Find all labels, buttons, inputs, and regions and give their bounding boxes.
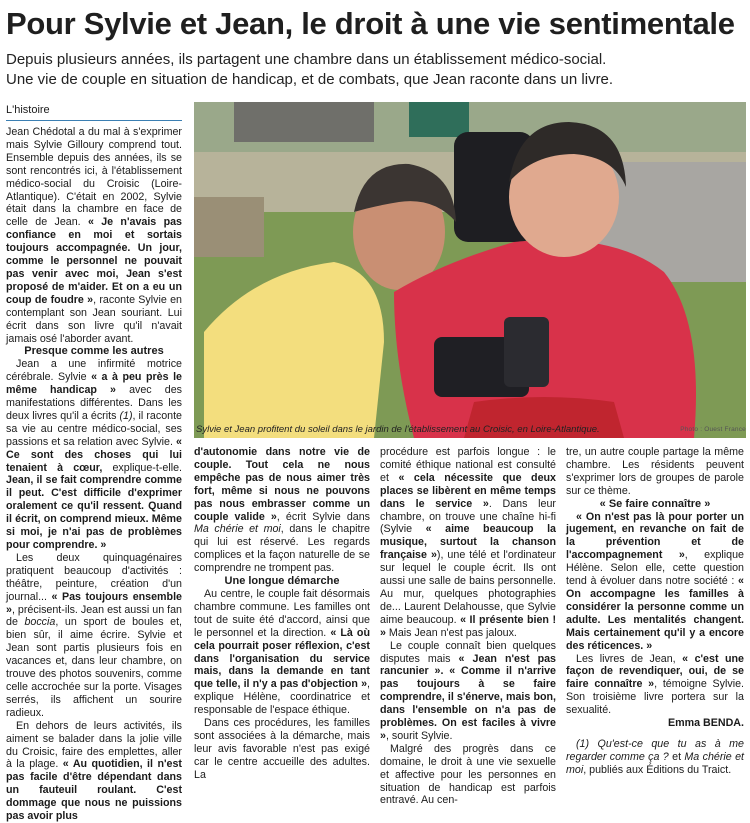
subheading: Une longue démarche [224, 575, 340, 588]
quote: « cela nécessite que deux places se libèrent en même temps dans le service » [380, 471, 556, 510]
quote: « Là où cela pourrait poser réflexion, c'est dans l'organisation du service mais, dans la demande en tant que telle, il n'y a pas d'objection » [194, 626, 370, 691]
text: En dehors de leurs activités, ils aiment se balader dans la jolie ville du Croisic, faire des emplettes, aller à la plage. [6, 719, 182, 771]
quote: « a à peu près le même handicap » [6, 371, 182, 397]
paragraph [380, 446, 556, 640]
quote: d'autonomie dans notre vie de couple. Tout cela ne nous empêche pas de nous aimer très fort, même si nous ne pouvons pas nous embrasser comme un couple valide » [194, 446, 370, 523]
text: Mais Jean n'est pas jaloux. [385, 626, 517, 639]
quote: « Au quotidien, il n'est pas facile d'être dépendant dans un fauteuil roulant. C'est dommage que nous ne puissions pas avoir plus [6, 758, 182, 823]
paragraph: tre, un autre couple partage la même chambre. Les résidents peuvent s'exprimer lors de groupes de parole sur ce thème. [566, 446, 744, 497]
text: . Dans leur chambre, on trouve une chaîne hi-fi (Sylvie [380, 497, 556, 536]
headline: Pour Sylvie et Jean, le droit à une vie sentimentale [6, 6, 735, 41]
text: , un sport de boules et, bien sûr, il aime écrire. Sylvie et Jean sont partis plusieurs fois en vacances et, dans leur chambre, on trouve des photos souvenirs, comme celle accrochée sur la porte. Visages serrés, ils affichent un sourire radieux. [6, 616, 183, 719]
quote: « Ce sont des choses qui lui tenaient à cœur, [6, 435, 182, 474]
column-1 [6, 126, 182, 823]
text: , écrit Sylvie dans [276, 510, 370, 523]
text: boccia [24, 616, 56, 629]
quote: « Je n'avais pas confiance en moi et sortais toujours accompagnée. Un jour, comme le personnel ne pouvait pas venir avec moi, Jean s'est proposé de m'aider. Et on a eu un coup de foudre » [6, 216, 182, 306]
column-3 [380, 446, 556, 807]
paragraph [566, 653, 744, 718]
text: Au centre, le couple fait désormais chambre commune. Les familles ont tout de suite été d'accord, ainsi que le personnel et la direction. [194, 587, 370, 639]
text: , sourit Sylvie. [385, 729, 453, 742]
author-signature: Emma BENDA. [667, 717, 744, 730]
section-label: L'histoire [6, 104, 182, 121]
text: Le couple connaît bien quelques disputes mais [380, 639, 556, 665]
text: , publiés aux Éditions du Traict. [583, 763, 732, 776]
photo-credit: Photo : Ouest France [680, 426, 746, 433]
text: Jean a une infirmité motrice cérébrale. Sylvie [6, 358, 182, 384]
quote: « On accompagne les familles à considérer la personne comme un adulte. Les mentalités changent. Mais certainement qu'il y a encore des réticences. » [566, 575, 744, 652]
quote: « Il présente bien ! » [380, 613, 557, 639]
quote: Jean, il se fait comprendre comme il peut. C'est difficile d'exprimer oralement ce qu'il ressent. Quand il écrit, on comprend mieux. Même si moi, je n'ai pas de problèmes pour comprendre. » [6, 474, 182, 551]
photo-caption: Sylvie et Jean profitent du soleil dans le jardin de l'établissement au Croisic, en Loire-Atlantique. [196, 424, 600, 435]
text: , explique Hélène. Selon elle, cette question tend à évoluer dans notre société : [566, 549, 744, 588]
paragraph: Dans ces procédures, les familles sont associées à la démarche, mais leur avis favorable n'est pas exigé car le centre accueille des adultes. La [194, 717, 370, 781]
text: , dans le chapitre qui lui est réservé. Les regards complices et la façon naturelle de se comprendre ne trompent pas. [194, 523, 370, 575]
paragraph [380, 640, 556, 743]
text: , raconte Sylvie en contemplant son Jean souriant. Lui écrit dans son livre qu'il n'avait jamais osé l'aborder avant. [6, 293, 182, 345]
text: , précisent-ils. Jean est aussi un fan de [6, 603, 182, 629]
subheading: Presque comme les autres [24, 345, 164, 358]
column-2 [194, 446, 370, 782]
text: explique-t-elle. [102, 461, 182, 474]
paragraph [566, 511, 744, 653]
book-title: Ma chérie et moi [566, 750, 744, 776]
standfirst [6, 50, 746, 90]
text: , explique Hélène, coordinatrice et responsable de l'espace éthique. [194, 678, 370, 717]
standfirst-line-2: Une vie de couple en situation de handicap, et de combats, que Jean raconte dans un livre. [6, 71, 614, 88]
paragraph: Malgré des progrès dans ce domaine, le droit à une vie sexuelle et affective pour les personnes en situation de handicap est parfois entravé. Au cen- [380, 742, 556, 807]
text: procédure est parfois longue : le comité éthique national est consulté et [380, 446, 556, 484]
text: et [668, 750, 685, 763]
paragraph [6, 358, 182, 552]
paragraph [6, 552, 182, 720]
paragraph [6, 720, 182, 823]
quote: « c'est une façon de revendiquer, oui, de se faire connaître » [566, 652, 744, 691]
subheading: « Se faire connaître » [599, 497, 711, 510]
photo [194, 102, 746, 438]
standfirst-line-1: Depuis plusieurs années, ils partagent une chambre dans un établissement médico-social. [6, 51, 607, 68]
text: , témoigne Sylvie. Son troisième livre portera sur la sexualité. [566, 678, 745, 717]
footnote-ref: (1) [119, 409, 133, 422]
text: , il raconte sa vie au centre médico-social, ses passions et sa relation avec Sylvie. [6, 409, 182, 448]
photo-illustration [194, 102, 746, 438]
quote: « aime beaucoup la musique, surtout la chanson française » [380, 523, 556, 562]
quote: « On n'est pas là pour porter un jugement, en revanche on fait de la prévention et de l'accompagnement » [566, 510, 744, 562]
column-4 [566, 446, 744, 777]
footnote [566, 738, 744, 777]
text: avec des manifestations différentes. Dans les deux livres qu'il a écrits [6, 384, 182, 422]
text: Les livres de Jean, [576, 652, 683, 665]
paragraph [6, 126, 182, 345]
text: Jean Chédotal a du mal à s'exprimer mais Sylvie Gilloury comprend tout. Ensemble depuis des années, ils se sont rencontrés ici, à l'établissement médico-social du Croisic (Loire-Atlantique). C'était en 2002, Sylvie était dans la chambre en face de celle de Jean. [6, 126, 182, 229]
quote: « Jean n'est pas rancunier ». « Comme il n'arrive pas toujours à se faire comprendre, il s'énerve, mais bon, dans l'ensemble on n'a pas de problèmes. On est faciles à vivre » [380, 652, 556, 742]
text: ), une télé et l'ordinateur sur lequel le couple écrit. Ils ont aussi une salle de bains personnelle. Au mur, quelques photographies de... Laurent Delahousse, que Sylvie aime beaucoup. [380, 549, 556, 626]
quote: « Pas toujours ensemble » [6, 590, 182, 616]
text: Les deux quinquagénaires pratiquent beaucoup d'activités : théâtre, peinture, création d'un journal... [6, 551, 182, 603]
paragraph [194, 588, 370, 717]
footnote-text: (1) Qu'est-ce que tu as à me regarder comme ça ? [566, 737, 744, 763]
book-title: Ma chérie et moi [194, 523, 281, 536]
paragraph [194, 446, 370, 575]
